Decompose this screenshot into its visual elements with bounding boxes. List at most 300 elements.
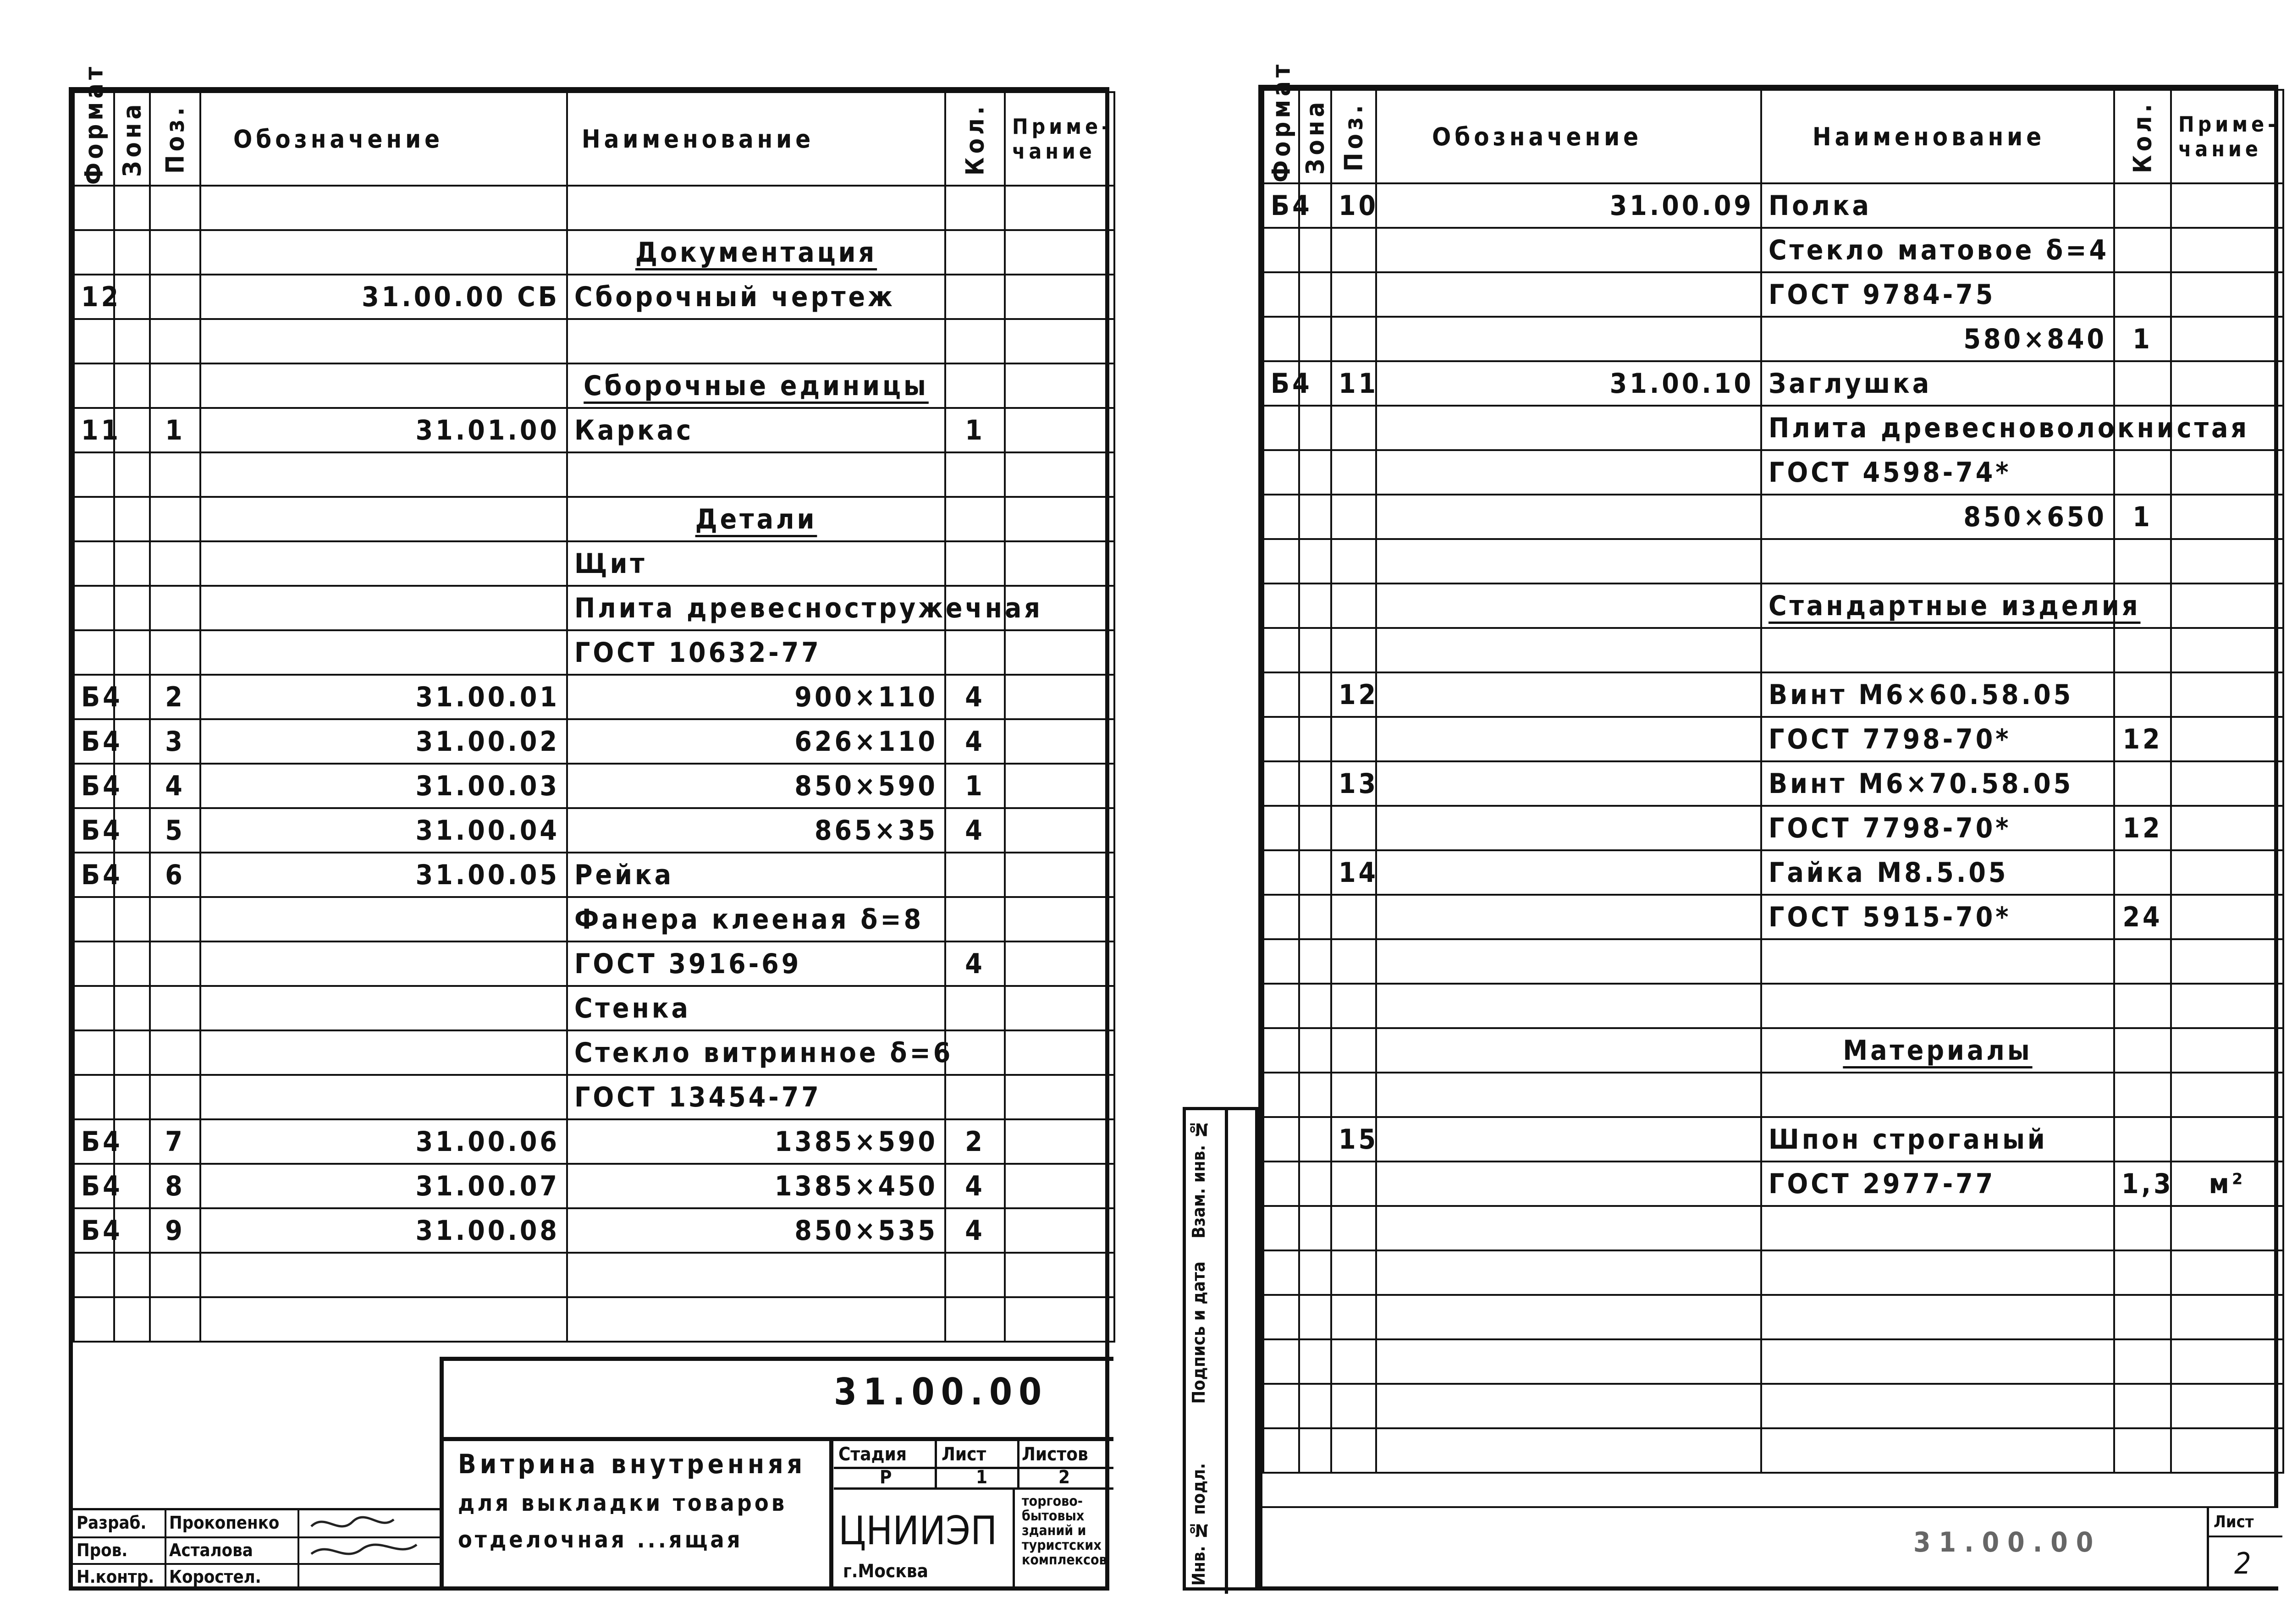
note-cell: [2171, 450, 2283, 495]
note-cell: [1005, 186, 1114, 230]
name-cell: 580×840: [1761, 317, 2114, 361]
col-format: Формат: [74, 92, 114, 186]
pos-cell: 13: [1331, 761, 1376, 806]
name-cell: Щит: [567, 541, 945, 586]
zone-cell: [1299, 406, 1331, 450]
format-cell: Б4: [1263, 183, 1299, 228]
zone-cell: [1299, 628, 1331, 672]
zone-cell: [114, 897, 150, 941]
note-cell: [2171, 228, 2283, 272]
name-cell: Плита древесноволокнистая: [1761, 406, 2114, 450]
table-row: [74, 319, 1114, 363]
name-cell: Винт М6×60.58.05: [1761, 672, 2114, 717]
designation-cell: [200, 186, 567, 230]
table-row: [74, 675, 1114, 719]
table-row: [74, 1164, 1114, 1208]
designation-cell: 31.00.04: [200, 808, 567, 853]
qty-cell: [945, 897, 1005, 941]
pos-cell: [1331, 1028, 1376, 1073]
name-cell: [1761, 939, 2114, 984]
section-heading: Стандартные изделия: [1769, 589, 2141, 622]
format-cell: [74, 186, 114, 230]
table-row: [74, 1030, 1114, 1075]
note-cell: [2171, 1295, 2283, 1339]
zone-cell: [114, 363, 150, 408]
format-cell: Б4: [74, 675, 114, 719]
table-row: [74, 1119, 1114, 1164]
note-cell: [1005, 1075, 1114, 1119]
pos-cell: [150, 1075, 200, 1119]
qty-cell: [2114, 539, 2171, 584]
table-row: [1263, 1117, 2283, 1162]
pos-cell: [1331, 717, 1376, 761]
designation-cell: [1376, 895, 1761, 939]
note-cell: [2171, 361, 2283, 406]
qty-cell: [945, 1253, 1005, 1297]
format-cell: [1263, 850, 1299, 895]
right-doc-number: 31.00.00: [1913, 1526, 2102, 1558]
table-row: [1263, 1295, 2283, 1339]
pos-cell: [150, 275, 200, 319]
designation-cell: [1376, 984, 1761, 1028]
table-row: [1263, 228, 2283, 272]
title-line3: отделочная ...ящая: [458, 1526, 743, 1553]
format-cell: Б4: [74, 808, 114, 853]
qty-cell: [2114, 1250, 2171, 1295]
sheets-value: 2: [1058, 1467, 1070, 1488]
pos-cell: [1331, 984, 1376, 1028]
right-spec-table: [1258, 61, 2280, 1510]
table-row: [1263, 317, 2283, 361]
designation-cell: [200, 319, 567, 363]
format-cell: [1263, 539, 1299, 584]
pos-cell: 4: [150, 764, 200, 808]
format-cell: [1263, 1295, 1299, 1339]
col-note: Приме-чание: [1005, 92, 1114, 186]
designation-cell: [200, 1075, 567, 1119]
table-row: [74, 808, 1114, 853]
table-row: [1263, 895, 2283, 939]
name-cell: [567, 1297, 945, 1342]
note-cell: [1005, 808, 1114, 853]
pos-cell: 9: [150, 1208, 200, 1253]
name-cell: ГОСТ 10632-77: [567, 630, 945, 675]
note-cell: [2171, 539, 2283, 584]
zone-cell: [1299, 1339, 1331, 1384]
org-desc: торгово-бытовых зданий и туристских комплексов: [1022, 1493, 1107, 1568]
name-cell: [567, 497, 945, 541]
zone-cell: [1299, 539, 1331, 584]
note-cell: [2171, 672, 2283, 717]
table-row: [74, 986, 1114, 1030]
qty-cell: [945, 319, 1005, 363]
format-cell: Б4: [74, 1119, 114, 1164]
name-cell: ГОСТ 3916-69: [567, 941, 945, 986]
format-cell: [1263, 584, 1299, 628]
table-row: [1263, 406, 2283, 450]
qty-cell: [2114, 183, 2171, 228]
zone-cell: [1299, 1073, 1331, 1117]
format-cell: [1263, 450, 1299, 495]
format-cell: [74, 1075, 114, 1119]
designation-cell: 31.00.06: [200, 1119, 567, 1164]
designation-cell: [200, 230, 567, 275]
zone-cell: [114, 1297, 150, 1342]
designation-cell: [1376, 1073, 1761, 1117]
format-cell: Б4: [74, 1164, 114, 1208]
designation-cell: [1376, 584, 1761, 628]
table-row: [74, 853, 1114, 897]
col-designation: Обозначение: [200, 92, 567, 186]
note-cell: [1005, 941, 1114, 986]
name-cell: Полка: [1761, 183, 2114, 228]
side-stamp: [1183, 1107, 1258, 1591]
zone-cell: [114, 986, 150, 1030]
designation-cell: [1376, 1428, 1761, 1473]
pos-cell: [150, 586, 200, 630]
format-cell: [74, 1297, 114, 1342]
format-cell: [1263, 228, 1299, 272]
pos-cell: [1331, 628, 1376, 672]
format-cell: [74, 897, 114, 941]
zone-cell: [1299, 584, 1331, 628]
name-cell: Шпон строганый: [1761, 1117, 2114, 1162]
zone-cell: [114, 186, 150, 230]
pos-cell: [150, 1297, 200, 1342]
qty-cell: [2114, 1073, 2171, 1117]
designation-cell: [1376, 939, 1761, 984]
note-cell: [2171, 1384, 2283, 1428]
pos-cell: [1331, 895, 1376, 939]
qty-cell: [2114, 1295, 2171, 1339]
note-cell: [1005, 452, 1114, 497]
section-heading: Сборочные единицы: [584, 369, 929, 402]
format-cell: [1263, 895, 1299, 939]
designation-cell: [1376, 1162, 1761, 1206]
qty-cell: [2114, 1206, 2171, 1250]
note-cell: [1005, 897, 1114, 941]
right-table-header: [1263, 90, 2283, 183]
name-cell: [567, 230, 945, 275]
section-heading: Материалы: [1843, 1034, 2033, 1067]
qty-cell: 24: [2114, 895, 2171, 939]
format-cell: [1263, 628, 1299, 672]
zone-cell: [1299, 1295, 1331, 1339]
name-cell: 850×650: [1761, 495, 2114, 539]
table-row: [1263, 850, 2283, 895]
zone-cell: [1299, 717, 1331, 761]
table-row: [1263, 1339, 2283, 1384]
note-cell: [1005, 853, 1114, 897]
section-heading: Документация: [635, 236, 877, 269]
format-cell: [1263, 1028, 1299, 1073]
stage-label: Стадия: [838, 1444, 907, 1465]
note-cell: [2171, 183, 2283, 228]
name-cell: Фанера клееная δ=8: [567, 897, 945, 941]
format-cell: [1263, 939, 1299, 984]
zone-cell: [1299, 895, 1331, 939]
pos-cell: [150, 1030, 200, 1075]
note-cell: [1005, 1297, 1114, 1342]
pos-cell: [1331, 1428, 1376, 1473]
zone-cell: [1299, 984, 1331, 1028]
pos-cell: [1331, 406, 1376, 450]
designation-cell: [1376, 672, 1761, 717]
zone-cell: [114, 586, 150, 630]
pos-cell: [1331, 539, 1376, 584]
designation-cell: [1376, 1117, 1761, 1162]
right-col-zone: Зона: [1299, 90, 1331, 183]
table-row: [1263, 450, 2283, 495]
qty-cell: [945, 497, 1005, 541]
designation-cell: [1376, 1206, 1761, 1250]
zone-cell: [1299, 761, 1331, 806]
note-cell: [1005, 275, 1114, 319]
pos-cell: 6: [150, 853, 200, 897]
name-cell: [1761, 1428, 2114, 1473]
format-cell: [1263, 806, 1299, 850]
designation-cell: 31.00.02: [200, 719, 567, 764]
doc-number: 31.00.00: [834, 1371, 1048, 1413]
format-cell: [74, 452, 114, 497]
zone-cell: [1299, 228, 1331, 272]
note-cell: [1005, 363, 1114, 408]
pos-cell: [1331, 450, 1376, 495]
right-footer: [1258, 1508, 2278, 1591]
format-cell: [74, 541, 114, 586]
table-row: [74, 764, 1114, 808]
name-cell: [1761, 1028, 2114, 1073]
name-normcontrol: Коростел.: [169, 1567, 261, 1587]
designation-cell: [1376, 850, 1761, 895]
table-row: [74, 230, 1114, 275]
table-row: [74, 719, 1114, 764]
name-cell: 626×110: [567, 719, 945, 764]
table-row: [1263, 1028, 2283, 1073]
format-cell: [74, 941, 114, 986]
pos-cell: [1331, 1384, 1376, 1428]
qty-cell: 1: [2114, 317, 2171, 361]
name-cell: 865×35: [567, 808, 945, 853]
format-cell: [1263, 1162, 1299, 1206]
pos-cell: 15: [1331, 1117, 1376, 1162]
table-row: [1263, 539, 2283, 584]
qty-cell: 12: [2114, 717, 2171, 761]
table-row: [74, 497, 1114, 541]
note-cell: [2171, 1428, 2283, 1473]
note-cell: [2171, 272, 2283, 317]
note-cell: [1005, 764, 1114, 808]
qty-cell: [945, 230, 1005, 275]
name-cell: [567, 186, 945, 230]
table-row: [1263, 272, 2283, 317]
table-row: [1263, 1206, 2283, 1250]
name-cell: Плита древесностружечная: [567, 586, 945, 630]
name-cell: [1761, 984, 2114, 1028]
pos-cell: [150, 541, 200, 586]
pos-cell: [1331, 1073, 1376, 1117]
note-cell: [1005, 1119, 1114, 1164]
format-cell: 12: [74, 275, 114, 319]
designation-cell: 31.00.01: [200, 675, 567, 719]
qty-cell: [2114, 628, 2171, 672]
note-cell: [1005, 1208, 1114, 1253]
qty-cell: [2114, 450, 2171, 495]
pos-cell: 1: [150, 408, 200, 452]
designation-cell: [1376, 228, 1761, 272]
qty-cell: 4: [945, 941, 1005, 986]
format-cell: [74, 497, 114, 541]
zone-cell: [1299, 450, 1331, 495]
qty-cell: 1: [945, 764, 1005, 808]
note-cell: [2171, 984, 2283, 1028]
format-cell: [1263, 317, 1299, 361]
zone-cell: [1299, 672, 1331, 717]
org-name: ЦНИИЭП: [838, 1508, 997, 1554]
note-cell: [2171, 1339, 2283, 1384]
designation-cell: [200, 541, 567, 586]
format-cell: [74, 630, 114, 675]
zone-cell: [1299, 1206, 1331, 1250]
qty-cell: 1,3: [2114, 1162, 2171, 1206]
table-row: [74, 1208, 1114, 1253]
pos-cell: 3: [150, 719, 200, 764]
title-line1: Витрина внутренняя: [458, 1448, 806, 1480]
designation-cell: 31.00.09: [1376, 183, 1761, 228]
qty-cell: [2114, 1339, 2171, 1384]
qty-cell: [945, 186, 1005, 230]
name-cell: [1761, 584, 2141, 628]
designation-cell: [1376, 450, 1761, 495]
designation-cell: [1376, 495, 1761, 539]
designation-cell: [1376, 1250, 1761, 1295]
note-cell: [1005, 497, 1114, 541]
name-cell: Стекло витринное δ=6: [567, 1030, 945, 1075]
table-row: [1263, 584, 2283, 628]
zone-cell: [114, 497, 150, 541]
zone-cell: [1299, 272, 1331, 317]
name-cell: [1761, 1206, 2114, 1250]
note-cell: [1005, 408, 1114, 452]
pos-cell: [150, 497, 200, 541]
sheet-label: Лист: [942, 1444, 986, 1465]
format-cell: Б4: [74, 764, 114, 808]
designation-cell: [200, 630, 567, 675]
table-row: [1263, 1162, 2283, 1206]
note-cell: [2171, 495, 2283, 539]
format-cell: [74, 230, 114, 275]
zone-cell: [114, 230, 150, 275]
table-row: [74, 941, 1114, 986]
format-cell: [1263, 717, 1299, 761]
name-cell: Заглушка: [1761, 361, 2114, 406]
name-cell: Стекло матовое δ=4: [1761, 228, 2114, 272]
name-cell: 850×535: [567, 1208, 945, 1253]
note-cell: [2171, 850, 2283, 895]
zone-cell: [1299, 1428, 1331, 1473]
note-cell: [2171, 895, 2283, 939]
format-cell: [1263, 1250, 1299, 1295]
zone-cell: [114, 1253, 150, 1297]
qty-cell: [945, 986, 1005, 1030]
pos-cell: [1331, 1295, 1376, 1339]
format-cell: [1263, 672, 1299, 717]
qty-cell: [945, 1075, 1005, 1119]
format-cell: [1263, 1428, 1299, 1473]
right-col-pos: Поз.: [1331, 90, 1376, 183]
qty-cell: [945, 541, 1005, 586]
table-row: [1263, 495, 2283, 539]
qty-cell: [945, 1297, 1005, 1342]
designation-cell: [200, 363, 567, 408]
note-cell: [1005, 319, 1114, 363]
format-cell: [1263, 406, 1299, 450]
pos-cell: [1331, 317, 1376, 361]
designation-cell: [200, 1030, 567, 1075]
qty-cell: 4: [945, 675, 1005, 719]
col-name: Наименование: [567, 92, 945, 186]
zone-cell: [1299, 1162, 1331, 1206]
designation-cell: 31.00.10: [1376, 361, 1761, 406]
name-cell: [1761, 1073, 2114, 1117]
table-row: [74, 630, 1114, 675]
sheet-value: 1: [976, 1467, 988, 1488]
role-checker: Пров.: [77, 1540, 128, 1560]
format-cell: [1263, 1117, 1299, 1162]
qty-cell: 4: [945, 1164, 1005, 1208]
table-row: [1263, 806, 2283, 850]
table-row: [1263, 1428, 2283, 1473]
zone-cell: [1299, 495, 1331, 539]
note-cell: м²: [2171, 1162, 2283, 1206]
qty-cell: 2: [945, 1119, 1005, 1164]
qty-cell: [945, 363, 1005, 408]
name-cell: [567, 319, 945, 363]
pos-cell: 8: [150, 1164, 200, 1208]
right-col-note: Приме-чание: [2171, 90, 2283, 183]
note-cell: [2171, 806, 2283, 850]
qty-cell: [945, 275, 1005, 319]
table-row: [74, 275, 1114, 319]
pos-cell: 12: [1331, 672, 1376, 717]
pos-cell: [1331, 228, 1376, 272]
pos-cell: [1331, 1162, 1376, 1206]
name-cell: [567, 363, 945, 408]
format-cell: Б4: [74, 853, 114, 897]
zone-cell: [114, 319, 150, 363]
role-developer: Разраб.: [77, 1513, 147, 1533]
format-cell: Б4: [74, 719, 114, 764]
designation-cell: [1376, 1384, 1761, 1428]
pos-cell: [1331, 1250, 1376, 1295]
right-col-name: Наименование: [1761, 90, 2114, 183]
table-row: [74, 541, 1114, 586]
name-cell: [1761, 539, 2114, 584]
col-zone: Зона: [114, 92, 150, 186]
format-cell: [74, 586, 114, 630]
zone-cell: [1299, 1384, 1331, 1428]
designation-cell: [200, 1297, 567, 1342]
name-cell: 1385×590: [567, 1119, 945, 1164]
name-cell: Каркас: [567, 408, 945, 452]
section-heading: Детали: [695, 503, 817, 535]
qty-cell: [2114, 228, 2171, 272]
pos-cell: [150, 630, 200, 675]
designation-cell: [1376, 717, 1761, 761]
table-row: [74, 186, 1114, 230]
designation-cell: 31.00.03: [200, 764, 567, 808]
pos-cell: [150, 452, 200, 497]
